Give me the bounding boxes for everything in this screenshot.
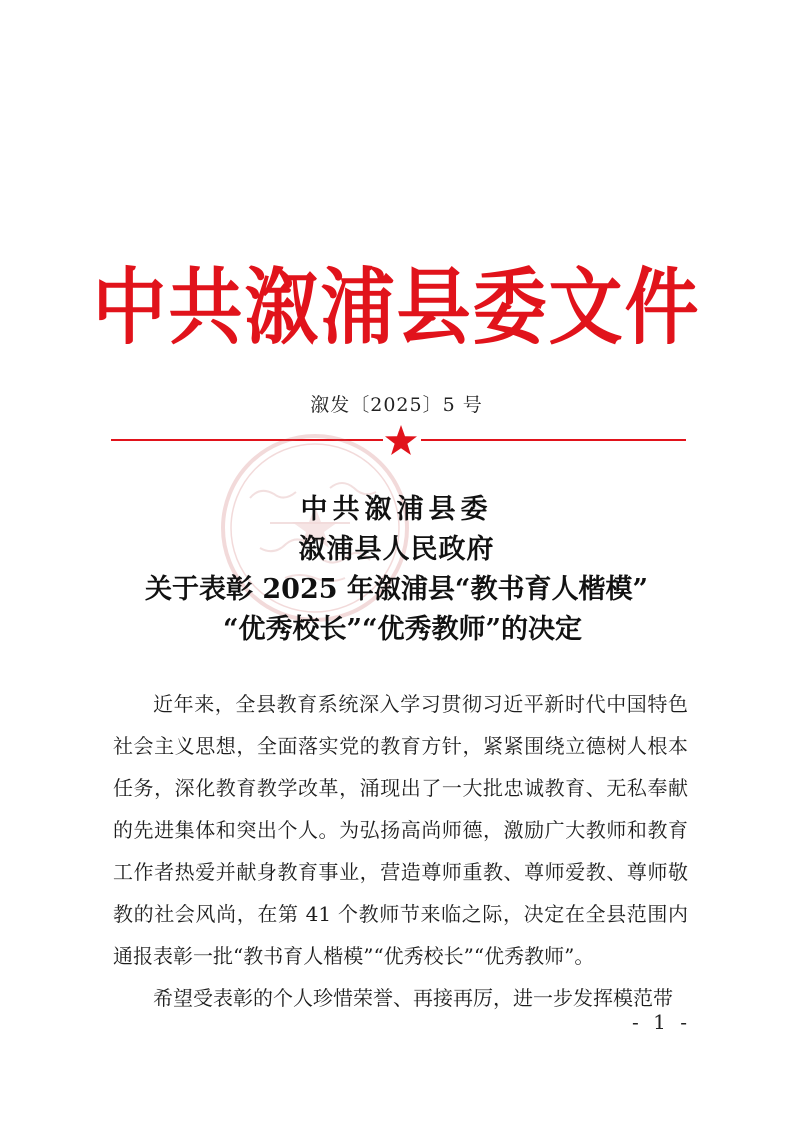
page-number: - 1 - <box>632 1010 691 1034</box>
decision-title <box>0 490 793 650</box>
red-rule-right <box>421 439 686 441</box>
title-line-subject: 关于表彰 2025 年溆浦县“教书育人楷模” <box>144 574 648 605</box>
title-line-awards: “优秀校长”“优秀教师”的决定 <box>222 614 583 645</box>
document-body <box>113 683 688 1019</box>
title-line-issuer-party: 中共溆浦县委 <box>300 494 493 525</box>
document-number: 溆发〔2025〕5 号 <box>310 394 483 416</box>
masthead-title: 中共溆浦县委文件 <box>92 259 701 357</box>
title-line-issuer-government: 溆浦县人民政府 <box>298 534 495 565</box>
body-paragraph-1: 近年来，全县教育系统深入学习贯彻习近平新时代中国特色社会主义思想，全面落实党的教育方针，紧紧围绕立德树人根本任务，深化教育教学改革，涌现出了一大批忠诚教育、无私奉献的先进集体和突出个人。为弘扬高尚师德，激励广大教师和教育工作者热爱并献身教育事业，营造尊师重教、尊师爱教、尊师敬教的社会风尚，在第 41 个教师节来临之际，决定在全县范围内通报表彰一批“教书育人楷模”“优秀校长”“优秀教师”。 <box>113 692 688 968</box>
body-paragraph-2: 希望受表彰的个人珍惜荣誉、再接再厉，进一步发挥模范带 <box>153 986 673 1010</box>
